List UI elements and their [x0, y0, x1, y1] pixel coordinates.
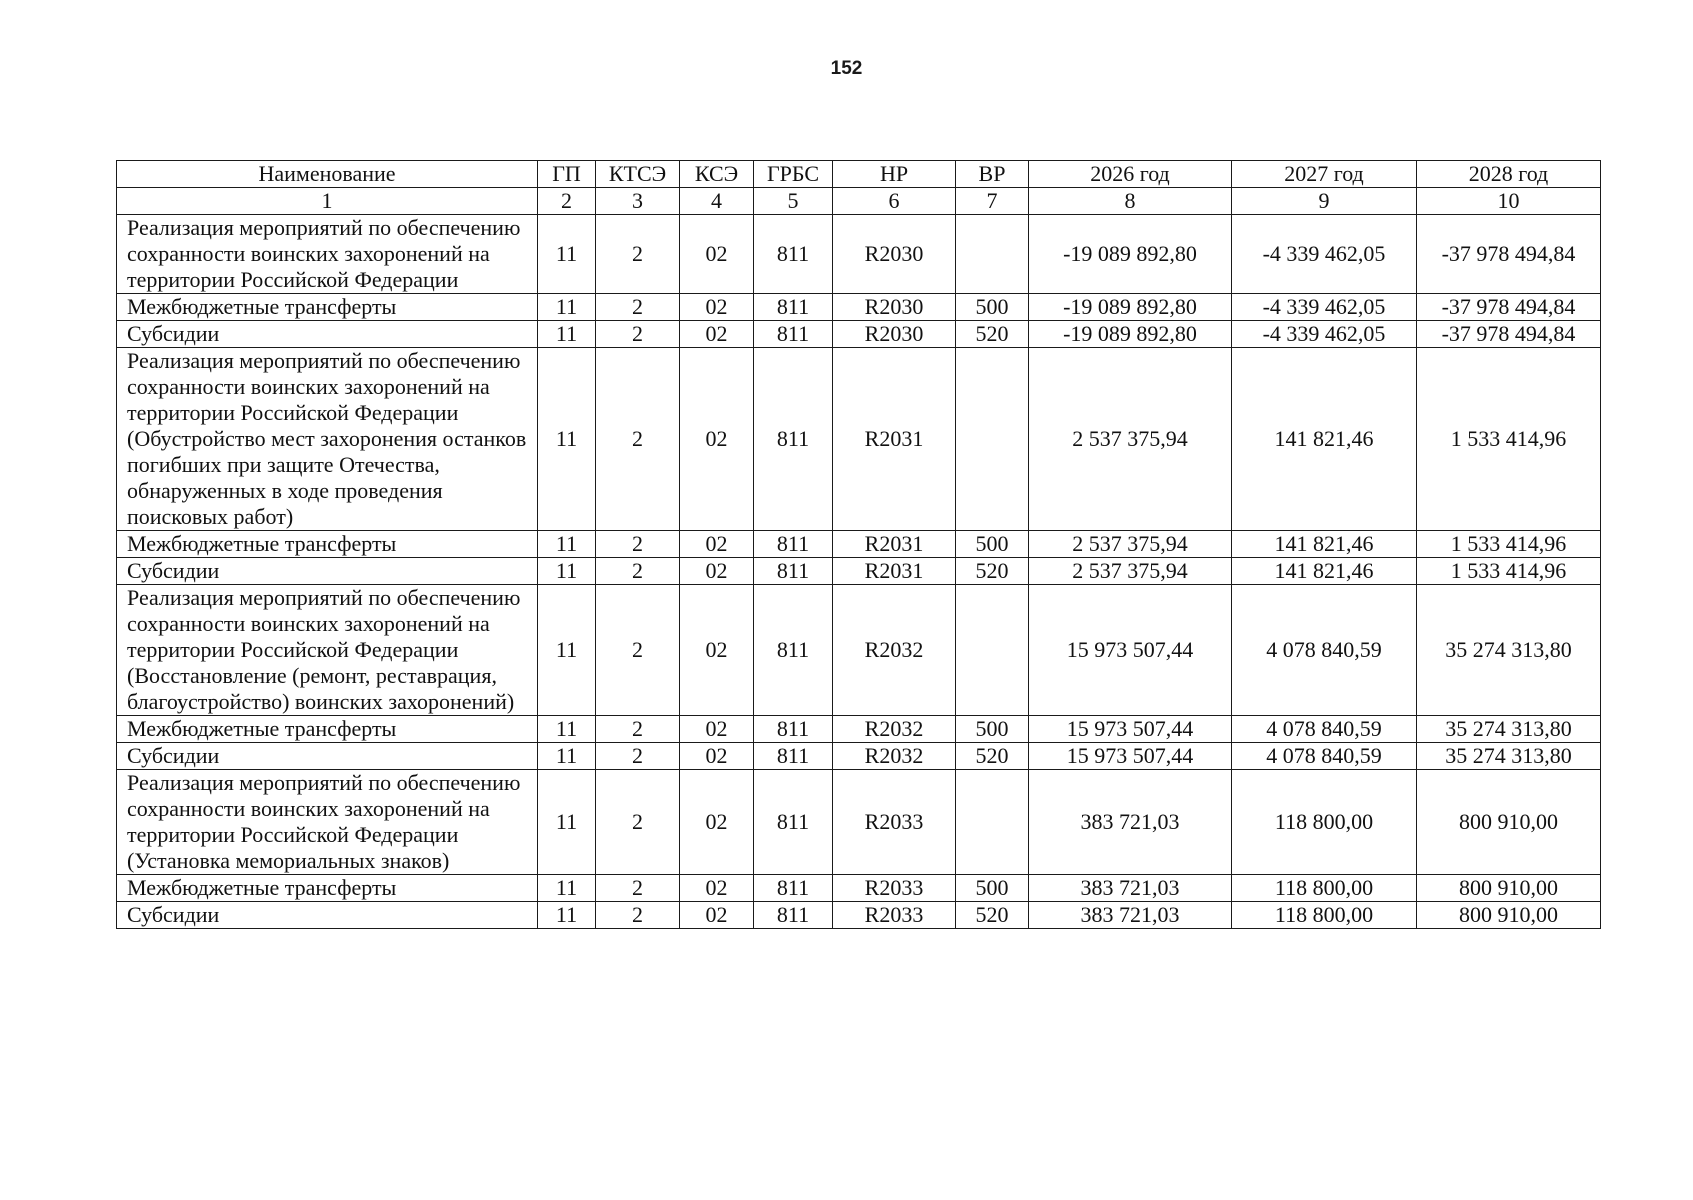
page-number: 152 — [830, 58, 863, 79]
vr-cell — [956, 585, 1029, 716]
gp-cell: 11 — [538, 743, 596, 770]
ktse-cell: 2 — [596, 585, 680, 716]
gp-cell: 11 — [538, 348, 596, 531]
grbs-cell: 811 — [754, 348, 833, 531]
row-name: Межбюджетные трансферты — [117, 294, 538, 321]
grbs-cell: 811 — [754, 716, 833, 743]
gp-cell: 11 — [538, 770, 596, 875]
grbs-cell: 811 — [754, 215, 833, 294]
amount-2026-cell: 383 721,03 — [1029, 902, 1232, 929]
ktse-cell: 2 — [596, 558, 680, 585]
nr-cell: R2031 — [833, 531, 956, 558]
amount-2028-cell: 800 910,00 — [1417, 902, 1601, 929]
kse-cell: 02 — [680, 902, 754, 929]
amount-2026-cell: -19 089 892,80 — [1029, 321, 1232, 348]
kse-cell: 02 — [680, 875, 754, 902]
amount-2026-cell: -19 089 892,80 — [1029, 215, 1232, 294]
amount-2028-cell: -37 978 494,84 — [1417, 215, 1601, 294]
ktse-cell: 2 — [596, 321, 680, 348]
column-header: КСЭ — [680, 161, 754, 188]
gp-cell: 11 — [538, 321, 596, 348]
amount-2028-cell: 1 533 414,96 — [1417, 531, 1601, 558]
table-row — [117, 321, 1601, 348]
table-row — [117, 743, 1601, 770]
row-name: Реализация мероприятий по обеспечению сохранности воинских захоронений на территории Российской Федерации (Установка мемориальных знаков) — [117, 770, 538, 875]
column-header: КТСЭ — [596, 161, 680, 188]
column-number: 4 — [680, 188, 754, 215]
amount-2028-cell: 35 274 313,80 — [1417, 743, 1601, 770]
column-number: 9 — [1232, 188, 1417, 215]
column-number-row — [117, 188, 1601, 215]
row-name: Субсидии — [117, 743, 538, 770]
row-name: Межбюджетные трансферты — [117, 531, 538, 558]
amount-2028-cell: 1 533 414,96 — [1417, 348, 1601, 531]
ktse-cell: 2 — [596, 294, 680, 321]
column-number: 7 — [956, 188, 1029, 215]
vr-cell — [956, 348, 1029, 531]
amount-2027-cell: -4 339 462,05 — [1232, 215, 1417, 294]
nr-cell: R2033 — [833, 902, 956, 929]
column-header: 2028 год — [1417, 161, 1601, 188]
row-name: Субсидии — [117, 902, 538, 929]
nr-cell: R2032 — [833, 743, 956, 770]
vr-cell: 520 — [956, 558, 1029, 585]
table-row — [117, 294, 1601, 321]
amount-2027-cell: 141 821,46 — [1232, 348, 1417, 531]
amount-2027-cell: 118 800,00 — [1232, 875, 1417, 902]
gp-cell: 11 — [538, 558, 596, 585]
amount-2027-cell: 4 078 840,59 — [1232, 716, 1417, 743]
amount-2028-cell: -37 978 494,84 — [1417, 321, 1601, 348]
nr-cell: R2031 — [833, 348, 956, 531]
table-row — [117, 558, 1601, 585]
ktse-cell: 2 — [596, 215, 680, 294]
grbs-cell: 811 — [754, 294, 833, 321]
amount-2027-cell: 118 800,00 — [1232, 770, 1417, 875]
kse-cell: 02 — [680, 531, 754, 558]
gp-cell: 11 — [538, 902, 596, 929]
gp-cell: 11 — [538, 875, 596, 902]
amount-2028-cell: -37 978 494,84 — [1417, 294, 1601, 321]
amount-2026-cell: 15 973 507,44 — [1029, 585, 1232, 716]
column-header: 2027 год — [1232, 161, 1417, 188]
table-row — [117, 531, 1601, 558]
amount-2027-cell: -4 339 462,05 — [1232, 321, 1417, 348]
amount-2028-cell: 35 274 313,80 — [1417, 716, 1601, 743]
grbs-cell: 811 — [754, 585, 833, 716]
ktse-cell: 2 — [596, 770, 680, 875]
ktse-cell: 2 — [596, 716, 680, 743]
column-header: 2026 год — [1029, 161, 1232, 188]
column-header: НР — [833, 161, 956, 188]
amount-2028-cell: 800 910,00 — [1417, 770, 1601, 875]
row-name: Реализация мероприятий по обеспечению сохранности воинских захоронений на территории Российской Федерации (Восстановление (ремонт, реставрация, благоустройство) воинских захоронений) — [117, 585, 538, 716]
grbs-cell: 811 — [754, 902, 833, 929]
nr-cell: R2032 — [833, 716, 956, 743]
column-number: 2 — [538, 188, 596, 215]
vr-cell: 500 — [956, 531, 1029, 558]
nr-cell: R2030 — [833, 321, 956, 348]
column-header: Наименование — [117, 161, 538, 188]
gp-cell: 11 — [538, 585, 596, 716]
ktse-cell: 2 — [596, 531, 680, 558]
budget-table — [116, 160, 1601, 929]
column-number: 10 — [1417, 188, 1601, 215]
amount-2027-cell: -4 339 462,05 — [1232, 294, 1417, 321]
ktse-cell: 2 — [596, 875, 680, 902]
column-header: ГП — [538, 161, 596, 188]
column-header: ВР — [956, 161, 1029, 188]
nr-cell: R2031 — [833, 558, 956, 585]
vr-cell: 500 — [956, 875, 1029, 902]
amount-2027-cell: 4 078 840,59 — [1232, 743, 1417, 770]
ktse-cell: 2 — [596, 743, 680, 770]
grbs-cell: 811 — [754, 531, 833, 558]
vr-cell: 500 — [956, 716, 1029, 743]
amount-2026-cell: 15 973 507,44 — [1029, 743, 1232, 770]
amount-2026-cell: -19 089 892,80 — [1029, 294, 1232, 321]
table-row — [117, 875, 1601, 902]
column-number: 6 — [833, 188, 956, 215]
amount-2028-cell: 35 274 313,80 — [1417, 585, 1601, 716]
column-header: ГРБС — [754, 161, 833, 188]
row-name: Реализация мероприятий по обеспечению сохранности воинских захоронений на территории Российской Федерации — [117, 215, 538, 294]
column-number: 3 — [596, 188, 680, 215]
table-row — [117, 215, 1601, 294]
amount-2026-cell: 2 537 375,94 — [1029, 348, 1232, 531]
nr-cell: R2033 — [833, 770, 956, 875]
table-row — [117, 770, 1601, 875]
vr-cell: 520 — [956, 743, 1029, 770]
vr-cell — [956, 770, 1029, 875]
amount-2026-cell: 15 973 507,44 — [1029, 716, 1232, 743]
grbs-cell: 811 — [754, 875, 833, 902]
vr-cell — [956, 215, 1029, 294]
vr-cell: 500 — [956, 294, 1029, 321]
column-number: 5 — [754, 188, 833, 215]
nr-cell: R2032 — [833, 585, 956, 716]
row-name: Межбюджетные трансферты — [117, 875, 538, 902]
header-row — [117, 161, 1601, 188]
grbs-cell: 811 — [754, 770, 833, 875]
nr-cell: R2033 — [833, 875, 956, 902]
table-row — [117, 348, 1601, 531]
amount-2027-cell: 141 821,46 — [1232, 558, 1417, 585]
row-name: Субсидии — [117, 321, 538, 348]
kse-cell: 02 — [680, 558, 754, 585]
row-name: Реализация мероприятий по обеспечению сохранности воинских захоронений на территории Российской Федерации (Обустройство мест захоронения останков погибших при защите Отечества, обнаруженных в ходе проведения поисковых работ) — [117, 348, 538, 531]
amount-2027-cell: 4 078 840,59 — [1232, 585, 1417, 716]
kse-cell: 02 — [680, 770, 754, 875]
amount-2027-cell: 141 821,46 — [1232, 531, 1417, 558]
row-name: Субсидии — [117, 558, 538, 585]
kse-cell: 02 — [680, 585, 754, 716]
grbs-cell: 811 — [754, 321, 833, 348]
kse-cell: 02 — [680, 215, 754, 294]
ktse-cell: 2 — [596, 348, 680, 531]
amount-2026-cell: 383 721,03 — [1029, 770, 1232, 875]
amount-2028-cell: 800 910,00 — [1417, 875, 1601, 902]
column-number: 1 — [117, 188, 538, 215]
kse-cell: 02 — [680, 348, 754, 531]
kse-cell: 02 — [680, 716, 754, 743]
amount-2026-cell: 383 721,03 — [1029, 875, 1232, 902]
table-body — [117, 215, 1601, 929]
table-row — [117, 585, 1601, 716]
grbs-cell: 811 — [754, 743, 833, 770]
row-name: Межбюджетные трансферты — [117, 716, 538, 743]
kse-cell: 02 — [680, 294, 754, 321]
amount-2027-cell: 118 800,00 — [1232, 902, 1417, 929]
amount-2026-cell: 2 537 375,94 — [1029, 531, 1232, 558]
table-row — [117, 716, 1601, 743]
nr-cell: R2030 — [833, 294, 956, 321]
vr-cell: 520 — [956, 902, 1029, 929]
vr-cell: 520 — [956, 321, 1029, 348]
column-number: 8 — [1029, 188, 1232, 215]
table-row — [117, 902, 1601, 929]
amount-2028-cell: 1 533 414,96 — [1417, 558, 1601, 585]
kse-cell: 02 — [680, 743, 754, 770]
amount-2026-cell: 2 537 375,94 — [1029, 558, 1232, 585]
ktse-cell: 2 — [596, 902, 680, 929]
grbs-cell: 811 — [754, 558, 833, 585]
gp-cell: 11 — [538, 531, 596, 558]
kse-cell: 02 — [680, 321, 754, 348]
nr-cell: R2030 — [833, 215, 956, 294]
gp-cell: 11 — [538, 716, 596, 743]
gp-cell: 11 — [538, 294, 596, 321]
gp-cell: 11 — [538, 215, 596, 294]
